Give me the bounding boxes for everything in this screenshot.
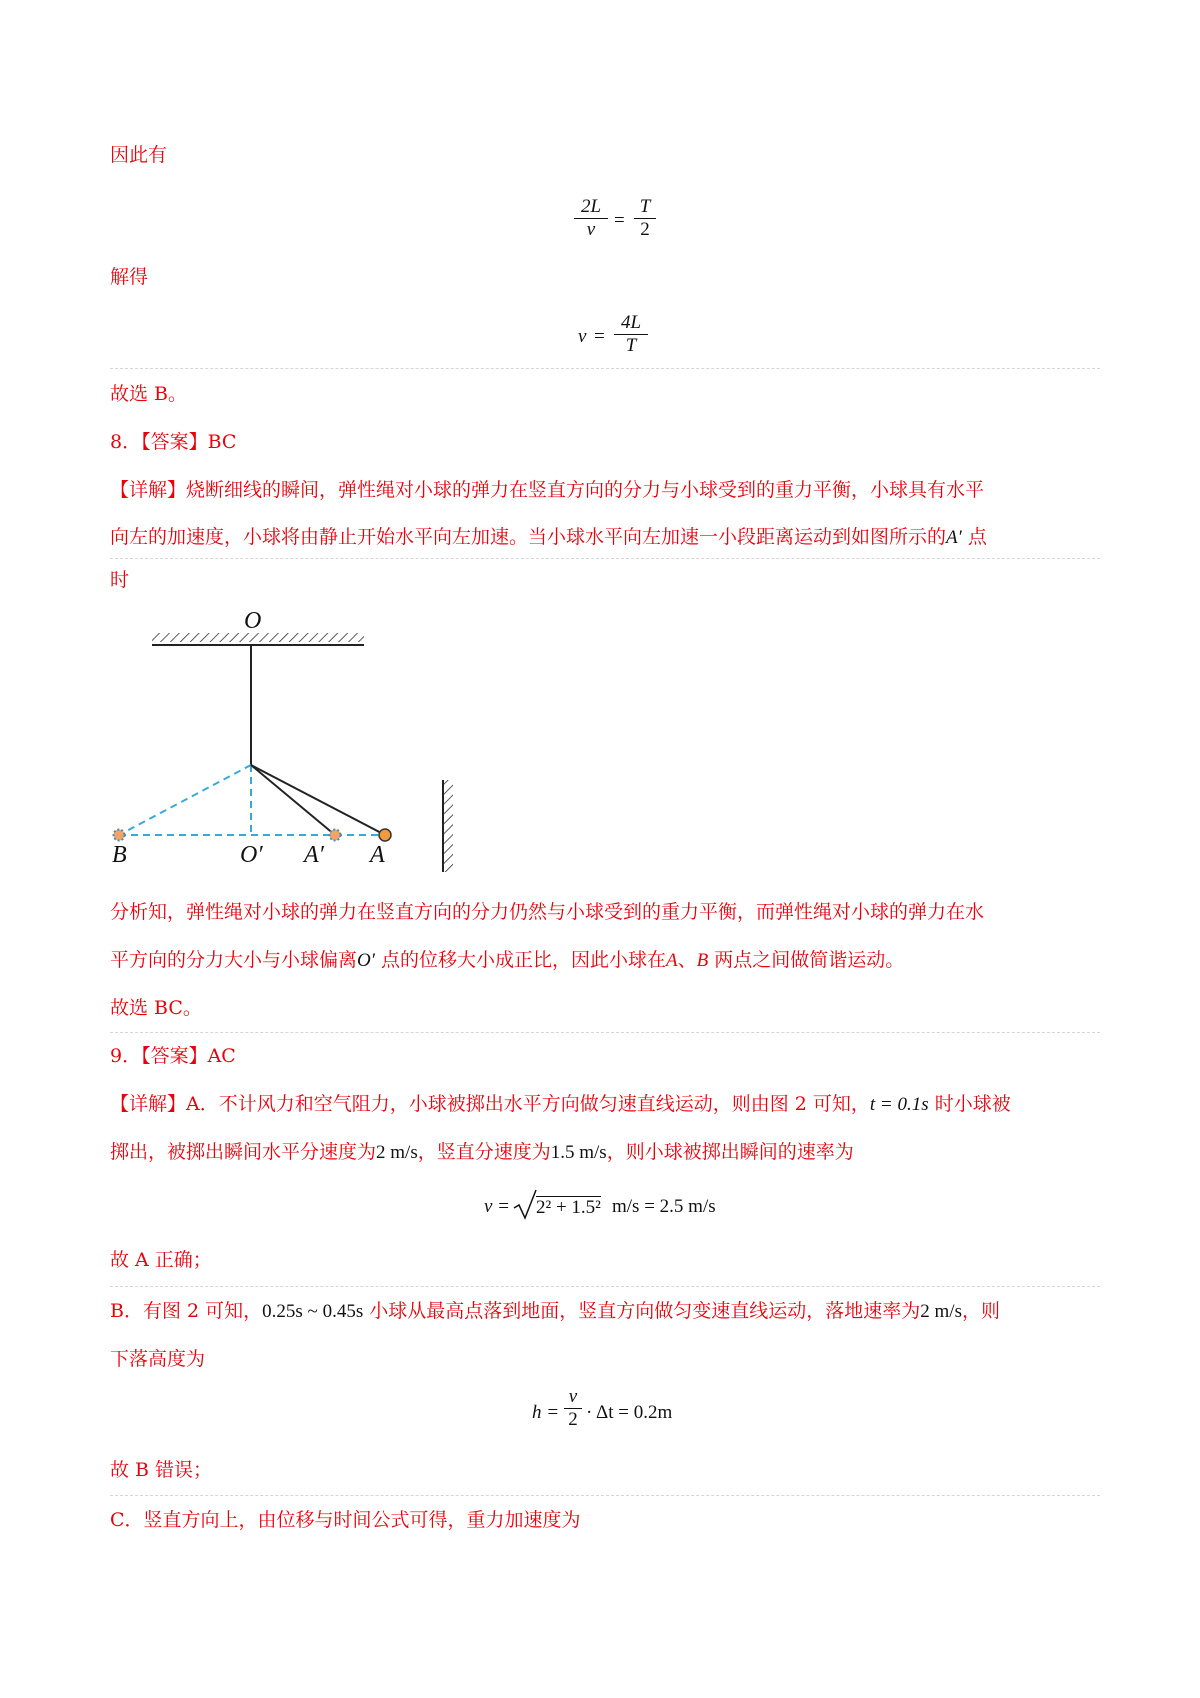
ball-A-prime — [330, 830, 341, 841]
rope-to-A-prime — [251, 765, 335, 835]
separator — [110, 1495, 1100, 1496]
label-B: B — [112, 842, 127, 868]
label-O-prime: O′ — [240, 842, 263, 868]
q9-B-line1 — [110, 1297, 1000, 1326]
q8-title: 8．【答案】BC — [110, 431, 237, 453]
text: 向左的加速度，小球将由静止开始水平向左加速。当小球水平向左加速一小段距离运动到如图所示的 — [110, 526, 947, 548]
denominator: 2 — [568, 1409, 578, 1430]
dashed-rope-to-B — [119, 765, 251, 835]
text: ，则 — [961, 1300, 1000, 1322]
eq3-lhs — [484, 1196, 510, 1218]
text: 【详解】A．不计风力和空气阻力，小球被掷出水平方向做匀速直线运动，则由图 2 可知， — [110, 1093, 870, 1115]
numerator: 2L — [580, 196, 602, 217]
fraction-v-over-2 — [564, 1386, 582, 1431]
eq4-rhs: · Δt = 0.2m — [586, 1402, 673, 1423]
conclusion-choose-B: 故选 B。 — [110, 383, 188, 405]
q8-analysis-line1: 分析知，弹性绳对小球的弹力在竖直方向的分力仍然与小球受到的重力平衡，而弹性绳对小球的弹力在水 — [110, 901, 985, 923]
text: 两点之间做简谐运动。 — [708, 949, 905, 971]
ball-B — [114, 830, 125, 841]
text: 、 — [677, 949, 697, 971]
lhs-v: v — [578, 326, 587, 347]
eq4-lhs — [532, 1402, 559, 1424]
text: B．有图 2 可知， — [110, 1300, 263, 1322]
text: ，竖直分速度为 — [417, 1141, 551, 1163]
q9-A-line1 — [110, 1090, 1011, 1119]
eq3-rhs: m/s = 2.5 m/s — [612, 1196, 716, 1217]
text: 时小球被 — [928, 1093, 1011, 1115]
separator — [110, 1286, 1100, 1287]
q8-detail-line1: 【详解】烧断细线的瞬间，弹性绳对小球的弹力在竖直方向的分力与小球受到的重力平衡，小球具有水平 — [110, 479, 985, 501]
lhs: v = — [484, 1196, 511, 1217]
numerator: 4L — [620, 312, 642, 333]
math-landing-speed: 2 m/s — [920, 1301, 962, 1322]
text: 点 — [961, 526, 987, 548]
q8-analysis-line2 — [110, 946, 904, 975]
paragraph-therefore: 因此有 — [110, 144, 168, 166]
math-v-vertical: 1.5 m/s — [550, 1142, 607, 1163]
radicand: 2² + 1.5² — [536, 1197, 601, 1218]
equals-sign: = — [614, 210, 625, 231]
sqrt-sign — [512, 1188, 538, 1222]
q8-conclusion: 故选 BC。 — [110, 997, 202, 1019]
paragraph-solve: 解得 — [110, 266, 149, 288]
label-A: A — [370, 842, 385, 868]
symbol-O-prime: O′ — [357, 950, 375, 971]
label-O: O — [244, 608, 262, 634]
q9-B-conclusion: 故 B 错误； — [110, 1459, 213, 1481]
ball-A — [379, 829, 391, 841]
text: 平方向的分力大小与小球偏离 — [110, 949, 358, 971]
math-v-horizontal: 2 m/s — [376, 1142, 418, 1163]
math-time-range: 0.25s ~ 0.45s — [262, 1301, 364, 1322]
numerator: v — [568, 1386, 578, 1407]
math-t: t = 0.1s — [869, 1094, 929, 1115]
denominator: v — [586, 219, 596, 240]
text: 小球从最高点落到地面，竖直方向做匀变速直线运动，落地速率为 — [363, 1300, 921, 1322]
symbol-B: B — [696, 950, 709, 971]
q8-detail-line3: 时 — [110, 569, 130, 591]
wall-hatch — [444, 780, 453, 872]
ceiling-hatch — [152, 633, 364, 642]
rope-to-A — [251, 765, 385, 835]
q9-A-line2 — [110, 1138, 854, 1167]
q9-title: 9．【答案】AC — [110, 1045, 236, 1067]
symbol-A-prime: A′ — [946, 527, 962, 548]
symbol-A: A — [665, 950, 678, 971]
denominator: 2 — [640, 219, 650, 240]
text: ，则小球被掷出瞬间的速率为 — [606, 1141, 854, 1163]
separator — [110, 1032, 1100, 1033]
text: 点的位移大小成正比，因此小球在 — [374, 949, 666, 971]
q9-C-line1: C．竖直方向上，由位移与时间公式可得，重力加速度为 — [110, 1509, 581, 1531]
text: 掷出，被掷出瞬间水平分速度为 — [110, 1141, 377, 1163]
lhs: h = — [532, 1402, 560, 1423]
q9-A-conclusion: 故 A 正确； — [110, 1249, 212, 1271]
numerator: T — [639, 196, 651, 217]
equals-sign: = — [594, 326, 605, 347]
label-A-prime: A′ — [304, 842, 324, 868]
q9-B-line2: 下落高度为 — [110, 1348, 206, 1370]
denominator: T — [625, 335, 637, 356]
